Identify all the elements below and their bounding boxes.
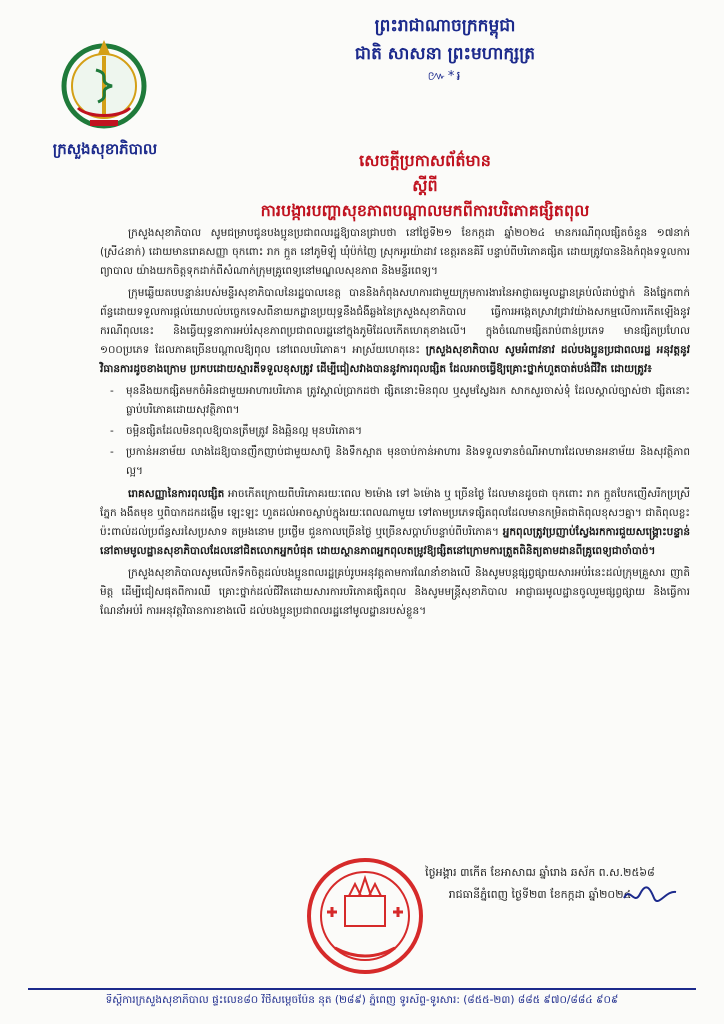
title-line-2: ស្តីពី: [412, 176, 438, 195]
title-line-3: ការបង្ការបញ្ហាសុខភាពបណ្តាលមកពីការបរិភោគផ្សិតពុល: [260, 201, 590, 220]
list-item: - ប្រកាន់អនាម័យ លាងដៃឱ្យបានញឹកញាប់ជាមួយសាប៊ូ និងទឹកស្អាត មុនចាប់កាន់អាហារ និងទទួលទានចំណីអាហារដែលមានអនាម័យ និងសុវត្ថិភាពល្អ។: [126, 443, 690, 481]
symptoms-heading: រោគសញ្ញានៃការពុលផ្សិត: [128, 488, 225, 500]
paragraph-3: [100, 485, 690, 561]
motto-line: ជាតិ សាសនា ព្រះមហាក្សត្រ: [354, 44, 536, 64]
paragraph-4: ក្រសួងសុខាភិបាលសូមលើកទឹកចិត្តដល់បងប្អូនពលរដ្ឋគ្រប់រូបអនុវត្តតាមការណែនាំខាងលើ និងសូមបន្តផ្សព្វផ្សាយសារអប់រំនេះដល់ក្រុមគ្រួសារ ញាតិមិត្ត ដើម្បីជៀសផុតពីការឈឺ គ្រោះថ្នាក់ដល់ជីវិតដោយសារការបរិភោគផ្សិតពុល និងសូមមន្ត្រីសុខាភិបាល អាជ្ញាធរមូលដ្ឋានចូលរួមផ្សព្វផ្សាយ និងធ្វើការណែនាំអប់រំ ការអនុវត្តវិធានការខាងលើ ដល់បងប្អូនប្រជាពលរដ្ឋនៅមូលដ្ឋានរបស់ខ្លួន។: [100, 567, 690, 617]
measures-list: [100, 382, 690, 481]
title-line-1: សេចក្តីប្រកាសព័ត៌មាន: [359, 151, 491, 170]
paragraph-3-text: អាចកើតក្រោយពីបរិភោគរយៈពេល ២ម៉ោង ទៅ ៦ម៉ោង ឬ ច្រើនថ្ងៃ ដែលមានដូចជា ចុកពោះ រាក ក្អួតបែកញើសរីកប្រស្រីភ្នែក ងងឹតមុខ ឬពិបាកដកដង្ហើម ឡេះឡះ ហួតដល់អាចស្លាប់ក្នុងរយៈពេលណាមួយ ទៅតាមប្រភេទផ្សិតពុលដែលមានកម្រិតជាតិពុលខុសៗគ្នា។ ជាតិពុលខ្លះ ប៉ះពាល់ដល់ប្រព័ន្ធសរសៃប្រសាទ តម្រងនោម ប្រថ្លើម ជួនកាលច្រើនថ្ងៃ ឬច្រើនសប្តាហ៍បន្ទាប់ពីបរិភោគ។: [100, 488, 690, 538]
ministry-name: ក្រសួងសុខាភិបាល: [52, 140, 158, 158]
paragraph-2: [100, 284, 690, 379]
footer-divider: [28, 988, 696, 990]
list-item: - មុននឹងយកផ្សិតមកចំអិនជាមួយអាហារបរិភោគ ត្រូវស្គាល់ប្រាកដថា ផ្សិតនោះមិនពុល ឬសូមស្វែងរក សាកសួរចាស់ទុំ ដែលស្គាល់ច្បាស់ថា ផ្សិតនោះធ្លាប់បរិភោគដោយសុវត្ថិភាព។: [126, 382, 690, 420]
official-seal: [305, 856, 425, 976]
paragraph-2-text: ក្រុមឆ្លើយតបបន្ទាន់របស់មន្ទីរសុខាភិបាលនៃរដ្ឋបាលខេត្ត បាននិងកំពុងសហការជាមួយក្រុមការងារនៃអាជ្ញាធរមូលដ្ឋានគ្រប់លំដាប់ថ្នាក់ និងផ្នែកពាក់ព័ន្ធដោយទទួលការផ្តល់យោបល់បច្ចេកទេសពីនាយកដ្ឋានប្រយុទ្ធនឹងជំងឺឆ្លងនៃក្រសួងសុខាភិបាល ធ្វើការអង្កេតស្រាវជ្រាវយ៉ាងសកម្មលើការកើតឡើងនូវករណីពុលនេះ និងធ្វើយុទ្ធនាការអប់រំសុខភាពប្រជាពលរដ្ឋនៅក្នុងភូមិដែលកើតហេតុខាងលើ។ ក្នុងចំណោមផ្សិតរាប់ពាន់ប្រភេទ មានផ្សិតប្រហែល ១០០ប្រភេទ ដែលភាគច្រើនបណ្តាលឱ្យពុល នៅពេលបរិភោគ។ អាស្រ័យហេតុនេះ: [100, 287, 690, 356]
ornament: ៚*៛: [427, 69, 463, 84]
announcement-body: [100, 224, 690, 624]
signature-mark: [620, 880, 680, 910]
paragraph-2-appeal: ក្រសួងសុខាភិបាល សូមអំពាវនាវ ដល់បងប្អូនប្រជាពលរដ្ឋ អនុវត្តនូវវិធានការដូចខាងក្រោម ប្រកបដោយស្មារតីទទួលខុសត្រូវ ដើម្បីជៀសវាងបាននូវការពុលផ្សិត ដែលអាចធ្វើឱ្យគ្រោះថ្នាក់ហួតបាត់បង់ជីវិត ដោយត្រូវ៖: [100, 344, 690, 375]
paragraph-1: ក្រសួងសុខាភិបាល សូមជម្រាបជូនបងប្អូនប្រជាពលរដ្ឋឱ្យបានជ្រាបថា នៅថ្ងៃទី២១ ខែកក្កដា ឆ្នាំ២០២៤ មានករណីពុលផ្សិតចំនួន ១៧នាក់ (ស្រី៤នាក់) ដោយមានរោគសញ្ញា ចុកពោះ រាក ក្អួត នៅភូមិឡុំ ឃុំប៉ក់ញៃ ស្រុកអូរយ៉ាដាវ ខេត្តរតនគិរី បន្ទាប់ពីបរិភោគផ្សិត ដោយត្រូវបាននិងកំពុងទទួលការព្យាបាល យ៉ាងយកចិត្តទុកដាក់ពីសំណាក់ក្រុមគ្រូពេទ្យនៅមណ្ឌលសុខភាព និងមន្ទីរពេទ្យ។: [100, 227, 690, 277]
paragraph-3-urgent: អ្នកពុលត្រូវប្រញាប់ស្វែងរកការជួយសង្គ្រោះបន្ទាន់នៅតាមមូលដ្ឋានសុខាភិបាលដែលនៅជិតលោកអ្នកបំផុត ដោយស្ថានភាពអ្នកពុលតម្រូវឱ្យផ្សិតនៅក្រោមការត្រួតពិនិត្យតាមដានពីគ្រូពេទ្យជាចាំបាច់។: [100, 526, 691, 557]
lunar-date: ថ្ងៃអង្គារ ៣កើត ខែអាសាឍ ឆ្នាំរោង ឆស័ក ព.ស.២៥៦៨: [425, 866, 655, 879]
footer-address: ទីស្តីការក្រសួងសុខាភិបាល ផ្ទះលេខ៨០ វិថីសម្តេចប៉ែន នុត (២៨៩) ភ្នំពេញ ទូរស័ព្ទ-ទូរសារ: (៨៥៥-២៣) ៨៨៥ ៩៧០/៨៨៤ ៩០៩: [105, 994, 619, 1006]
kingdom-header: [230, 12, 660, 86]
ministry-of-health-logo: [58, 34, 150, 134]
kingdom-line: ព្រះរាជាណាចក្រកម្ពុជា: [374, 16, 516, 36]
list-item: - ចម្អិនផ្សិតដែលមិនពុលឱ្យបានត្រឹមត្រូវ និងឆ្អិនល្អ មុនបរិភោគ។: [126, 422, 690, 441]
announcement-title: [160, 148, 690, 224]
solar-date: រាជធានីភ្នំពេញ ថ្ងៃទី២៣ ខែកក្កដា ឆ្នាំ២០២៤: [448, 888, 632, 901]
